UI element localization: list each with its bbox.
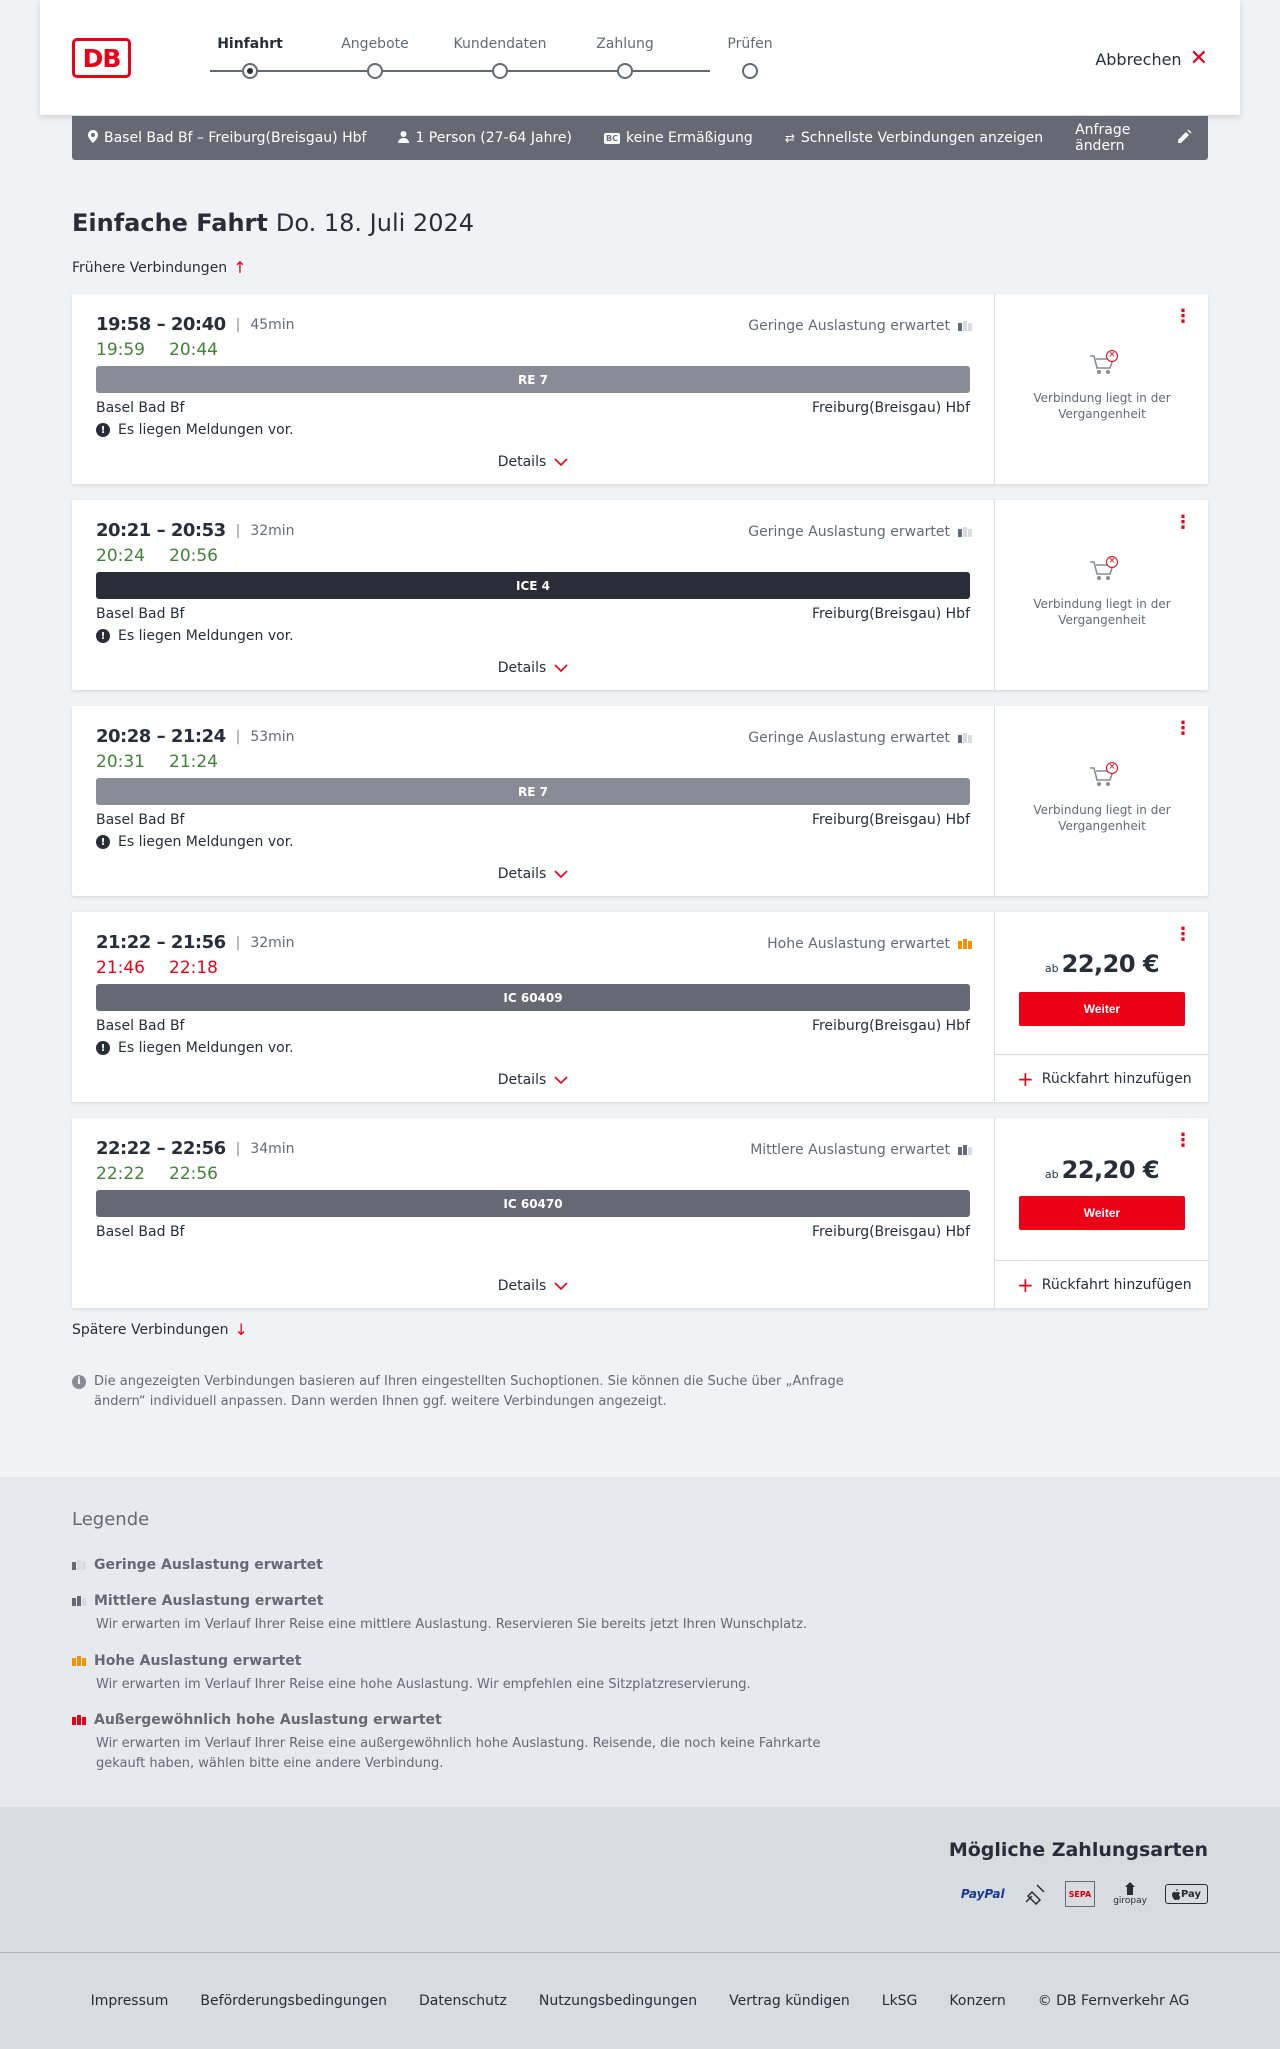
legend-item-desc: Wir erwarten im Verlauf Ihrer Reise eine mittlere Auslastung. Reservieren Sie bereits jetzt Ihren Wunschplatz. xyxy=(96,1617,808,1632)
apple-pay-label: Pay xyxy=(1180,1888,1201,1900)
alert-icon: ! xyxy=(96,629,110,643)
continue-button[interactable]: Weiter xyxy=(1019,1196,1185,1230)
connection-details xyxy=(72,294,994,484)
legend-item-desc: Wir erwarten im Verlauf Ihrer Reise eine außergewöhnlich hohe Auslastung. Reisende, die noch keine Fahrkarte gekauft haben, wählen bitte eine andere Verbindung. xyxy=(96,1736,821,1771)
realtime-arrival: 21:24 xyxy=(169,752,218,772)
step-dot xyxy=(492,63,508,79)
payment-icons xyxy=(961,1881,1208,1907)
giropay-icon xyxy=(1113,1881,1147,1907)
legend-item-low xyxy=(72,1557,852,1573)
booking-panel xyxy=(994,912,1208,1102)
step-angebote xyxy=(315,36,435,54)
departure-station: Basel Bad Bf xyxy=(96,1018,185,1034)
step-label: Zahlung xyxy=(596,36,654,52)
occupancy-low-icon xyxy=(958,527,972,537)
realtime-departure: 22:22 xyxy=(96,1164,145,1184)
time-row xyxy=(96,314,295,335)
footer-link-nutzungsbedingungen[interactable]: Nutzungsbedingungen xyxy=(538,1993,698,2009)
direct-debit-icon xyxy=(1023,1881,1047,1907)
realtime-row xyxy=(96,752,218,772)
realtime-departure: 21:46 xyxy=(96,958,145,978)
station-row xyxy=(96,1018,970,1034)
details-toggle[interactable] xyxy=(72,866,994,882)
occupancy-low-icon xyxy=(72,1560,86,1570)
train-bar[interactable]: RE 7 xyxy=(96,778,970,805)
notice-row xyxy=(96,422,294,438)
station-row xyxy=(96,812,970,828)
legend-section xyxy=(0,1477,1280,1807)
price xyxy=(995,1156,1209,1184)
add-return-label: Rückfahrt hinzufügen xyxy=(1041,1276,1192,1293)
connection-details xyxy=(72,706,994,896)
chevron-down-icon xyxy=(554,1278,568,1294)
station-row xyxy=(96,400,970,416)
occupancy-high-icon xyxy=(72,1656,86,1666)
notice-text: Es liegen Meldungen vor. xyxy=(118,834,294,850)
occupancy-mid-icon xyxy=(72,1596,86,1606)
station-row xyxy=(96,1224,970,1240)
footer-link-konzern[interactable]: Konzern xyxy=(949,1993,1006,2009)
price-value: 22,20 € xyxy=(1061,950,1160,978)
departure-station: Basel Bad Bf xyxy=(96,812,185,828)
occupancy-low-icon xyxy=(958,733,972,743)
price xyxy=(995,950,1209,978)
step-zahlung xyxy=(565,36,685,54)
realtime-row xyxy=(96,1164,218,1184)
details-label: Details xyxy=(497,660,547,676)
giropay-label: giropay xyxy=(1113,1896,1147,1906)
arrival-station: Freiburg(Breisgau) Hbf xyxy=(811,1018,970,1034)
more-options-icon[interactable]: ⋮ xyxy=(1174,512,1192,533)
footer xyxy=(0,1952,1280,2049)
train-bar[interactable]: IC 60409 xyxy=(96,984,970,1011)
notice-row xyxy=(96,834,294,850)
realtime-departure: 19:59 xyxy=(96,340,145,360)
swap-arrows-icon: ⇄ xyxy=(784,131,795,145)
occupancy-indicator[interactable] xyxy=(748,524,972,540)
chevron-down-icon xyxy=(554,1072,568,1088)
more-options-icon[interactable]: ⋮ xyxy=(1174,306,1192,327)
planned-times: 19:58 – 20:40 xyxy=(96,314,226,335)
realtime-arrival: 22:18 xyxy=(169,958,218,978)
cart-unavailable-icon: × xyxy=(1088,766,1116,792)
past-connection-info xyxy=(995,556,1209,628)
connection-card xyxy=(72,500,1208,690)
details-toggle[interactable] xyxy=(72,1072,994,1088)
step-dot xyxy=(367,63,383,79)
more-options-icon[interactable]: ⋮ xyxy=(1174,1130,1192,1151)
connection-card xyxy=(72,1118,1208,1308)
realtime-row xyxy=(96,958,218,978)
step-dot xyxy=(617,63,633,79)
arrow-down-icon: ↓ xyxy=(234,1320,248,1339)
realtime-arrival: 20:56 xyxy=(169,546,218,566)
step-kundendaten xyxy=(440,36,560,54)
past-connection-text: Verbindung liegt in der Vergangenheit xyxy=(1033,391,1171,421)
alert-icon: ! xyxy=(96,1041,110,1055)
time-row xyxy=(96,520,295,541)
occupancy-text: Geringe Auslastung erwartet xyxy=(748,730,950,746)
step-label: Prüfen xyxy=(727,36,773,52)
option-summary xyxy=(785,130,1043,146)
chevron-down-icon xyxy=(554,660,568,676)
booking-panel xyxy=(994,500,1208,690)
legend-item-desc: Wir erwarten im Verlauf Ihrer Reise eine hohe Auslastung. Wir empfehlen eine Sitzplatzreservierung. xyxy=(96,1677,751,1692)
train-bar[interactable]: ICE 4 xyxy=(96,572,970,599)
step-dot xyxy=(242,63,258,79)
departure-station: Basel Bad Bf xyxy=(96,400,185,416)
occupancy-text: Geringe Auslastung erwartet xyxy=(748,318,950,334)
trip-date: Do. 18. Juli 2024 xyxy=(275,209,475,237)
separator: | xyxy=(235,728,241,745)
change-request-label: Anfrage ändern xyxy=(1075,122,1131,154)
later-connections-link[interactable] xyxy=(72,1320,248,1339)
planned-times: 20:28 – 21:24 xyxy=(96,726,226,747)
apple-pay-icon xyxy=(1165,1884,1208,1904)
person-icon xyxy=(398,131,409,146)
bahncard-icon: BC xyxy=(606,133,618,143)
train-bar[interactable]: RE 7 xyxy=(96,366,970,393)
planned-times: 22:22 – 22:56 xyxy=(96,1138,226,1159)
occupancy-text: Mittlere Auslastung erwartet xyxy=(750,1142,950,1158)
planned-times: 20:21 – 20:53 xyxy=(96,520,226,541)
step-pruefen xyxy=(690,36,810,54)
db-logo[interactable]: DB xyxy=(72,38,131,78)
footer-link-lksg[interactable]: LkSG xyxy=(881,1993,918,2009)
add-return-label: Rückfahrt hinzufügen xyxy=(1041,1070,1192,1087)
legend-item-mid xyxy=(72,1593,852,1635)
connection-details xyxy=(72,912,994,1102)
step-label: Angebote xyxy=(341,36,409,52)
legend-item-title: Geringe Auslastung erwartet xyxy=(94,1557,323,1573)
legend-item-extreme xyxy=(72,1712,852,1774)
realtime-departure: 20:24 xyxy=(96,546,145,566)
time-row xyxy=(96,932,295,953)
trip-type: Einfache Fahrt xyxy=(72,209,268,237)
pencil-icon xyxy=(1178,129,1192,147)
plus-icon: + xyxy=(1017,1066,1034,1091)
past-connection-info xyxy=(995,762,1209,834)
occupancy-text: Hohe Auslastung erwartet xyxy=(767,936,950,952)
step-dot xyxy=(742,63,758,79)
cancel-label: Abbrechen xyxy=(1095,49,1182,69)
cancel-button[interactable] xyxy=(1095,48,1208,70)
legend-title: Legende xyxy=(72,1509,150,1530)
traveler-text: 1 Person (27-64 Jahre) xyxy=(415,130,572,146)
step-label: Kundendaten xyxy=(453,36,547,52)
alert-icon: ! xyxy=(96,423,110,437)
notice-text: Es liegen Meldungen vor. xyxy=(118,1040,294,1056)
earlier-label: Frühere Verbindungen xyxy=(72,259,228,276)
close-icon: ✕ xyxy=(1189,46,1208,71)
details-label: Details xyxy=(497,454,547,470)
booking-panel xyxy=(994,706,1208,896)
booking-panel xyxy=(994,294,1208,484)
legend-item-high xyxy=(72,1653,852,1695)
more-options-icon[interactable]: ⋮ xyxy=(1174,924,1192,945)
connection-details xyxy=(72,1118,994,1308)
legend-item-title: Hohe Auslastung erwartet xyxy=(94,1653,302,1669)
past-connection-text: Verbindung liegt in der Vergangenheit xyxy=(1033,803,1171,833)
booking-panel xyxy=(994,1118,1208,1308)
header xyxy=(40,0,1240,115)
separator: | xyxy=(235,934,241,951)
occupancy-indicator[interactable] xyxy=(750,1142,972,1158)
route-text: Basel Bad Bf – Freiburg(Breisgau) Hbf xyxy=(104,130,367,146)
connection-card xyxy=(72,912,1208,1102)
arrival-station: Freiburg(Breisgau) Hbf xyxy=(811,812,970,828)
arrow-up-icon: ↑ xyxy=(233,258,247,277)
step-hinfahrt xyxy=(190,36,310,54)
duration: 32min xyxy=(250,934,295,951)
duration: 53min xyxy=(250,728,295,745)
payment-methods-section xyxy=(0,1807,1280,1952)
continue-button[interactable]: Weiter xyxy=(1019,992,1185,1026)
occupancy-extreme-icon xyxy=(72,1715,86,1725)
time-row xyxy=(96,726,295,747)
details-label: Details xyxy=(497,1072,547,1088)
notice-row xyxy=(96,628,294,644)
cart-unavailable-icon: × xyxy=(1088,560,1116,586)
separator: | xyxy=(235,1140,241,1157)
arrival-station: Freiburg(Breisgau) Hbf xyxy=(811,1224,970,1240)
plus-icon: + xyxy=(1017,1272,1034,1297)
price-value: 22,20 € xyxy=(1061,1156,1160,1184)
paypal-icon: PayPal xyxy=(960,1887,1005,1901)
occupancy-text: Geringe Auslastung erwartet xyxy=(748,524,950,540)
info-text: Die angezeigten Verbindungen basieren auf Ihren eingestellten Suchoptionen. Sie können die Suche über „Anfrage ändern“ individuell anpassen. Dann werden Ihnen ggf. weitere Verbindungen angezeigt. xyxy=(94,1374,844,1409)
discount-summary xyxy=(604,130,753,146)
chevron-down-icon xyxy=(554,866,568,882)
realtime-departure: 20:31 xyxy=(96,752,145,772)
footer-copyright: © DB Fernverkehr AG xyxy=(1037,1993,1190,2009)
add-return-trip-button[interactable] xyxy=(995,1054,1209,1102)
details-toggle[interactable] xyxy=(72,1278,994,1294)
occupancy-high-icon xyxy=(958,939,972,949)
footer-link-vertrag-kuendigen[interactable]: Vertrag kündigen xyxy=(729,1993,850,2009)
time-row xyxy=(96,1138,295,1159)
station-row xyxy=(96,606,970,622)
later-label: Spätere Verbindungen xyxy=(72,1321,229,1338)
details-label: Details xyxy=(497,1278,547,1294)
notice-text: Es liegen Meldungen vor. xyxy=(118,628,294,644)
realtime-row xyxy=(96,340,218,360)
route-summary xyxy=(88,130,366,146)
legend-item-title: Außergewöhnlich hohe Auslastung erwartet xyxy=(94,1712,442,1728)
departure-station: Basel Bad Bf xyxy=(96,1224,185,1240)
location-pin-icon xyxy=(88,130,98,146)
notice-row xyxy=(96,1040,294,1056)
cart-unavailable-icon: × xyxy=(1088,354,1116,380)
occupancy-indicator[interactable] xyxy=(748,318,972,334)
connection-card xyxy=(72,294,1208,484)
earlier-connections-link[interactable] xyxy=(72,258,247,277)
realtime-arrival: 20:44 xyxy=(169,340,218,360)
train-bar[interactable]: IC 60470 xyxy=(96,1190,970,1217)
footer-link-impressum[interactable]: Impressum xyxy=(90,1993,169,2009)
details-toggle[interactable] xyxy=(72,660,994,676)
details-toggle[interactable] xyxy=(72,454,994,470)
discount-text: keine Ermäßigung xyxy=(625,130,753,146)
planned-times: 21:22 – 21:56 xyxy=(96,932,226,953)
duration: 32min xyxy=(250,522,295,539)
progress-line xyxy=(210,70,710,72)
footer-link-datenschutz[interactable]: Datenschutz xyxy=(418,1993,507,2009)
traveler-summary xyxy=(398,130,572,146)
legend-item-title: Mittlere Auslastung erwartet xyxy=(94,1593,324,1609)
separator: | xyxy=(235,316,241,333)
separator: | xyxy=(235,522,241,539)
step-label: Hinfahrt xyxy=(217,36,283,52)
duration: 45min xyxy=(250,316,295,333)
search-summary-bar xyxy=(72,116,1208,160)
realtime-row xyxy=(96,546,218,566)
sepa-icon: SEPA xyxy=(1065,1881,1096,1907)
occupancy-mid-icon xyxy=(958,1145,972,1155)
price-prefix: ab xyxy=(1044,962,1059,975)
search-info-note xyxy=(72,1372,852,1412)
add-return-trip-button[interactable] xyxy=(995,1260,1209,1308)
change-request-button[interactable] xyxy=(1075,122,1192,154)
departure-station: Basel Bad Bf xyxy=(96,606,185,622)
occupancy-indicator[interactable] xyxy=(767,936,972,952)
past-connection-text: Verbindung liegt in der Vergangenheit xyxy=(1033,597,1171,627)
details-label: Details xyxy=(497,866,547,882)
connection-card xyxy=(72,706,1208,896)
option-text: Schnellste Verbindungen anzeigen xyxy=(800,130,1044,146)
past-connection-info xyxy=(995,350,1209,422)
realtime-arrival: 22:56 xyxy=(169,1164,218,1184)
arrival-station: Freiburg(Breisgau) Hbf xyxy=(811,606,970,622)
footer-link-befoerderungsbedingungen[interactable]: Beförderungsbedingungen xyxy=(200,1993,387,2009)
connection-details xyxy=(72,500,994,690)
notice-text: Es liegen Meldungen vor. xyxy=(118,422,294,438)
more-options-icon[interactable]: ⋮ xyxy=(1174,718,1192,739)
price-prefix: ab xyxy=(1044,1168,1059,1181)
info-icon: i xyxy=(72,1375,86,1389)
alert-icon: ! xyxy=(96,835,110,849)
occupancy-indicator[interactable] xyxy=(748,730,972,746)
chevron-down-icon xyxy=(554,454,568,470)
arrival-station: Freiburg(Breisgau) Hbf xyxy=(811,400,970,416)
occupancy-low-icon xyxy=(958,321,972,331)
payment-title: Mögliche Zahlungsarten xyxy=(948,1839,1208,1861)
page-title xyxy=(72,209,474,237)
duration: 34min xyxy=(250,1140,295,1157)
